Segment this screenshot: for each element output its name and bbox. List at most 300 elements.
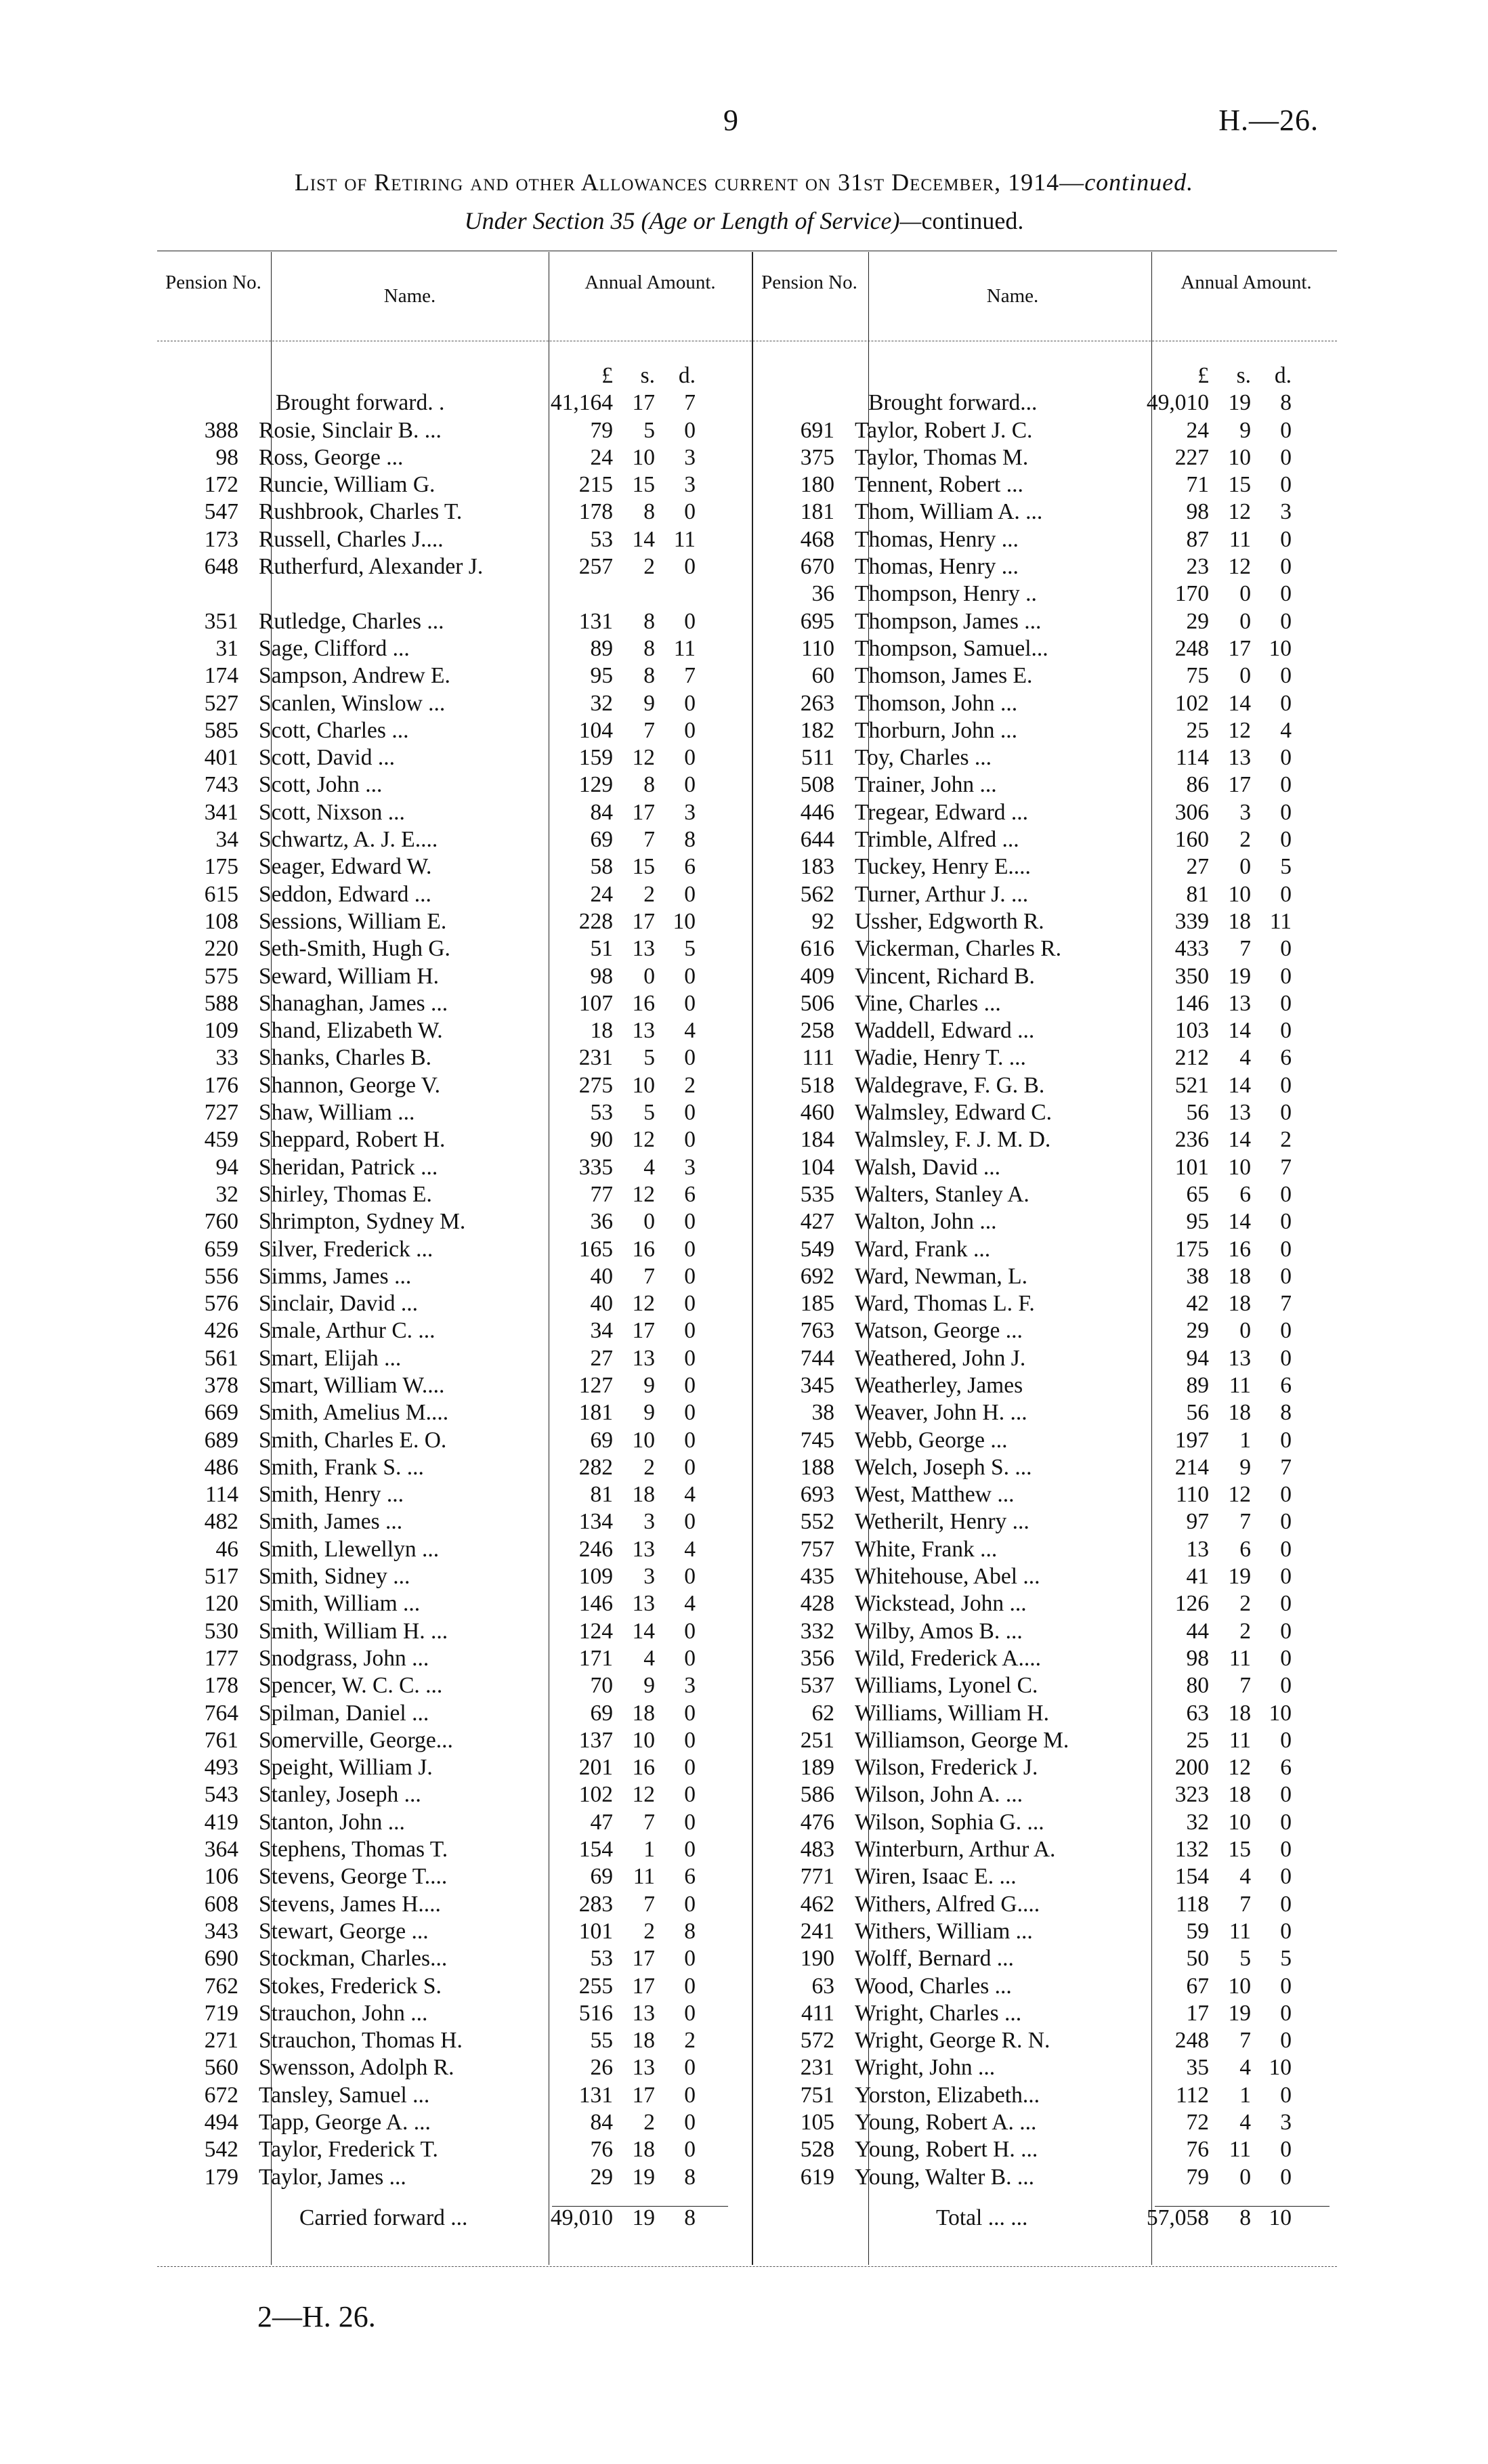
amount-pounds: 112	[1175, 2082, 1209, 2108]
amount-shillings: 0	[1239, 1318, 1251, 1344]
pension-number: 180	[800, 472, 834, 498]
amount-pence: 0	[1280, 1318, 1292, 1344]
amount-shillings: 0	[1239, 2164, 1251, 2190]
amount-pence: 11	[673, 526, 696, 552]
amount-shillings: 4	[643, 1154, 655, 1180]
amount-pence: 0	[1280, 1236, 1292, 1262]
pensioner-name: Thompson, Henry ..	[855, 581, 1037, 607]
amount-shillings: 11	[1229, 2137, 1251, 2163]
amount-shillings: 19	[1228, 2000, 1251, 2026]
pension-number: 689	[204, 1427, 238, 1453]
amount-pence: 0	[684, 2082, 696, 2108]
amount-pounds: 13	[1186, 1536, 1209, 1562]
amount-shillings: 2	[643, 1918, 655, 1944]
pensioner-name: Shirley, Thomas E.	[259, 1181, 432, 1207]
amount-shillings: 14	[1228, 1018, 1251, 1044]
pensioner-name: Winterburn, Arthur A.	[855, 1837, 1056, 1863]
amount-shillings: 9	[643, 690, 655, 716]
amount-pence: 0	[1280, 1973, 1292, 1999]
amount-pence: 2	[684, 2028, 696, 2054]
pensioner-name: Ussher, Edgworth R.	[855, 908, 1044, 934]
amount-pence: 0	[684, 1318, 696, 1344]
pensioner-name: Ross, George ...	[259, 444, 404, 470]
amount-shillings: 12	[632, 1291, 655, 1317]
amount-pounds: 90	[590, 1127, 613, 1153]
amount-pounds: 76	[1186, 2137, 1209, 2163]
pension-number: 220	[204, 936, 238, 962]
amount-pounds: 27	[590, 1345, 613, 1371]
amount-pence: 0	[1280, 1536, 1292, 1562]
pensioner-name: Shand, Elizabeth W.	[259, 1018, 443, 1044]
pensioner-name: Russell, Charles J....	[259, 526, 444, 552]
pensioner-name: Williams, William H.	[855, 1700, 1049, 1726]
amount-shillings: 10	[1228, 444, 1251, 470]
amount-shillings: 8	[643, 608, 655, 634]
amount-pounds: 50	[1186, 1946, 1209, 1972]
amount-shillings: 14	[632, 1618, 655, 1644]
amount-pence: 0	[1280, 1618, 1292, 1644]
amount-pence: 3	[684, 1673, 696, 1699]
amount-pence: 0	[684, 690, 696, 716]
amount-shillings: 4	[1239, 2055, 1251, 2081]
amount-shillings: 2	[643, 554, 655, 580]
page-number: 9	[723, 104, 738, 137]
amount-shillings: 10	[1228, 1154, 1251, 1180]
pensioner-name: Silver, Frederick ...	[259, 1236, 433, 1262]
amount-shillings: 17	[632, 799, 655, 825]
pension-number: 527	[204, 690, 238, 716]
amount-pounds: 69	[590, 1427, 613, 1453]
amount-pence: 0	[1280, 990, 1292, 1016]
amount-pounds: 159	[578, 745, 613, 771]
amount-shillings: 6	[1239, 1536, 1251, 1562]
pension-number: 572	[800, 2028, 834, 2054]
amount-pence: 0	[684, 1946, 696, 1972]
pensioner-name: Watson, George ...	[855, 1318, 1023, 1344]
pension-number: 508	[800, 772, 834, 798]
amount-pence: 7	[684, 390, 696, 416]
pension-number: 615	[204, 881, 238, 907]
amount-pence: 0	[1280, 1809, 1292, 1835]
amount-pence: 10	[1269, 635, 1292, 661]
pensioner-name: Withers, Alfred G....	[855, 1891, 1040, 1917]
amount-pounds: 171	[578, 1645, 613, 1671]
amount-pounds: 27	[1186, 854, 1209, 880]
pension-number: 231	[800, 2055, 834, 2081]
pension-number: 659	[204, 1236, 238, 1262]
amount-shillings: 18	[632, 2137, 655, 2163]
amount-pounds: 51	[590, 936, 613, 962]
amount-shillings: 1	[1239, 1427, 1251, 1453]
pensioner-name: Shanks, Charles B.	[259, 1045, 431, 1071]
subtitle-suffix: continued.	[921, 207, 1024, 234]
amount-shillings: 18	[632, 1482, 655, 1508]
amount-shillings: 18	[1228, 1782, 1251, 1808]
pensioner-name: Shanaghan, James ...	[259, 990, 448, 1016]
amount-shillings: 5	[643, 417, 655, 443]
amount-pence: 0	[1280, 2137, 1292, 2163]
pension-number: 761	[204, 1727, 238, 1753]
amount-shillings: 2	[1239, 1618, 1251, 1644]
pension-number: 378	[204, 1372, 238, 1398]
pension-number: 588	[204, 990, 238, 1016]
pension-number: 691	[800, 417, 834, 443]
amount-pence: 0	[1280, 1673, 1292, 1699]
amount-shillings: 12	[632, 745, 655, 771]
pension-number: 411	[801, 2000, 834, 2026]
pension-number: 562	[800, 881, 834, 907]
amount-shillings: 0	[643, 1209, 655, 1235]
pension-number: 356	[800, 1645, 834, 1671]
amount-pounds: 84	[590, 799, 613, 825]
amount-pence: 0	[684, 1727, 696, 1753]
amount-shillings: 11	[1229, 1918, 1251, 1944]
amount-shillings: 12	[1228, 1755, 1251, 1781]
pensioner-name: Wiren, Isaac E. ...	[855, 1864, 1017, 1890]
amount-shillings: 4	[1239, 1864, 1251, 1890]
amount-pounds: 59	[1186, 1918, 1209, 1944]
amount-shillings: 13	[632, 2055, 655, 2081]
pension-number: 528	[800, 2137, 834, 2163]
amount-pounds: 103	[1174, 1018, 1209, 1044]
pension-number: 427	[800, 1209, 834, 1235]
amount-pence: 8	[684, 2205, 696, 2230]
amount-pence: 4	[684, 1018, 696, 1044]
pension-number: 114	[205, 1482, 238, 1508]
pensioner-name: Weaver, John H. ...	[855, 1400, 1027, 1426]
amount-pence: 7	[1280, 1154, 1292, 1180]
amount-pence: 0	[684, 1454, 696, 1480]
amount-pounds: 81	[1186, 881, 1209, 907]
pension-number: 517	[204, 1564, 238, 1590]
amount-pence: 0	[1280, 827, 1292, 853]
pension-number: 364	[204, 1837, 238, 1863]
pensioner-name: Smith, Henry ...	[259, 1482, 404, 1508]
pension-number: 172	[204, 472, 238, 498]
unit-shillings: s.	[1236, 363, 1251, 388]
pension-number: 258	[800, 1018, 834, 1044]
amount-pence: 0	[1280, 1482, 1292, 1508]
pensioner-name: Spilman, Daniel ...	[259, 1700, 429, 1726]
pension-number: 476	[800, 1809, 834, 1835]
pension-number: 530	[204, 1618, 238, 1644]
amount-shillings: 10	[632, 1427, 655, 1453]
amount-pence: 4	[684, 1482, 696, 1508]
pension-number: 486	[204, 1454, 238, 1480]
amount-pence: 0	[1280, 444, 1292, 470]
amount-pence: 0	[1280, 1864, 1292, 1890]
amount-pence: 0	[1280, 1427, 1292, 1453]
amount-shillings: 18	[1228, 1291, 1251, 1317]
pension-number: 33	[215, 1045, 238, 1071]
amount-pounds: 29	[1186, 608, 1209, 634]
pensioner-name: Weatherley, James	[855, 1372, 1023, 1398]
pensioner-name: Scanlen, Winslow ...	[259, 690, 446, 716]
amount-pounds: 69	[590, 1700, 613, 1726]
amount-shillings: 12	[632, 1181, 655, 1207]
pension-number: 644	[800, 827, 834, 853]
pensioner-name: Welch, Joseph S. ...	[855, 1454, 1032, 1480]
amount-pence: 0	[1280, 2000, 1292, 2026]
amount-pounds: 516	[578, 2000, 613, 2026]
pension-number: 537	[800, 1673, 834, 1699]
pensioner-name: Smith, Frank S. ...	[259, 1454, 424, 1480]
pensioner-name: Sheridan, Patrick ...	[259, 1154, 438, 1180]
pensioner-name: Vincent, Richard B.	[855, 963, 1035, 989]
pension-number: 173	[204, 526, 238, 552]
amount-pounds: 275	[578, 1072, 613, 1098]
pensioner-name: West, Matthew ...	[855, 1482, 1015, 1508]
amount-shillings: 0	[1239, 581, 1251, 607]
pension-number: 106	[204, 1864, 238, 1890]
amount-pence: 3	[1280, 2110, 1292, 2135]
pensioner-name: Taylor, Frederick T.	[259, 2137, 438, 2163]
amount-pence: 0	[1280, 2164, 1292, 2190]
amount-pence: 0	[684, 1645, 696, 1671]
amount-shillings: 17	[632, 390, 655, 416]
pensioner-name: Sheppard, Robert H.	[259, 1127, 446, 1153]
amount-pence: 0	[1280, 1181, 1292, 1207]
pension-number: 556	[204, 1263, 238, 1289]
amount-shillings: 17	[1228, 772, 1251, 798]
amount-shillings: 17	[632, 1318, 655, 1344]
pension-number: 98	[215, 444, 238, 470]
pension-number: 190	[800, 1946, 834, 1972]
pensioner-name: Waddell, Edward ...	[855, 1018, 1035, 1044]
amount-shillings: 14	[1228, 1072, 1251, 1098]
pension-number: 185	[800, 1291, 834, 1317]
amount-pence: 0	[1280, 1645, 1292, 1671]
amount-pounds: 40	[590, 1263, 613, 1289]
pensioner-name: Taylor, James ...	[259, 2164, 406, 2190]
amount-pounds: 160	[1174, 827, 1209, 853]
amount-shillings: 0	[1239, 854, 1251, 880]
pensioner-name: Vickerman, Charles R.	[855, 936, 1061, 962]
pensioner-name: Thorburn, John ...	[855, 717, 1018, 743]
amount-pence: 0	[684, 417, 696, 443]
amount-pounds: 24	[590, 881, 613, 907]
amount-pounds: 101	[1174, 1154, 1209, 1180]
pension-number: 176	[204, 1072, 238, 1098]
amount-pounds: 200	[1174, 1755, 1209, 1781]
amount-pounds: 49,010	[550, 2205, 613, 2230]
amount-pence: 8	[684, 827, 696, 853]
pension-number: 343	[204, 1918, 238, 1944]
pensioner-name: Runcie, William G.	[259, 472, 435, 498]
amount-pounds: 17	[1186, 2000, 1209, 2026]
pension-number: 743	[204, 772, 238, 798]
pensioner-name: Stokes, Frederick S.	[259, 1973, 442, 1999]
amount-pounds: 339	[1174, 908, 1209, 934]
pension-number: 511	[801, 745, 834, 771]
amount-pence: 5	[1280, 1946, 1292, 1972]
amount-pence: 0	[1280, 881, 1292, 907]
amount-shillings: 7	[643, 717, 655, 743]
amount-pounds: 89	[590, 635, 613, 661]
amount-pence: 10	[673, 908, 696, 934]
pensioner-name: Stockman, Charles...	[259, 1946, 448, 1972]
pensioner-name: Stevens, George T....	[259, 1864, 448, 1890]
pension-number: 459	[204, 1127, 238, 1153]
amount-shillings: 16	[632, 990, 655, 1016]
amount-pence: 0	[684, 1263, 696, 1289]
pensioner-name: Thomson, John ...	[855, 690, 1018, 716]
amount-pounds: 350	[1174, 963, 1209, 989]
amount-pence: 11	[673, 635, 696, 661]
pensioner-name: Young, Robert A. ...	[855, 2110, 1037, 2135]
amount-shillings: 12	[632, 1127, 655, 1153]
pension-number: 446	[800, 799, 834, 825]
amount-pounds: 94	[1186, 1345, 1209, 1371]
pension-number: 188	[800, 1454, 834, 1480]
amount-pence: 0	[1280, 1782, 1292, 1808]
amount-pence: 0	[1280, 472, 1292, 498]
amount-shillings: 10	[1228, 1809, 1251, 1835]
amount-pence: 0	[1280, 2082, 1292, 2108]
amount-pounds: 228	[578, 908, 613, 934]
amount-pounds: 146	[578, 1591, 613, 1617]
amount-pounds: 197	[1174, 1427, 1209, 1453]
amount-shillings: 13	[632, 936, 655, 962]
amount-shillings: 18	[1228, 1400, 1251, 1426]
title-suffix: continued.	[1084, 169, 1194, 196]
amount-pounds: 146	[1174, 990, 1209, 1016]
amount-pence: 0	[684, 1236, 696, 1262]
pension-number: 409	[800, 963, 834, 989]
pension-number: 426	[204, 1318, 238, 1344]
amount-shillings: 10	[1228, 1973, 1251, 1999]
amount-pence: 5	[1280, 854, 1292, 880]
pensioner-name: Thompson, James ...	[855, 608, 1042, 634]
amount-pence: 0	[684, 2110, 696, 2135]
pensioner-name: Seward, William H.	[259, 963, 439, 989]
amount-pence: 0	[1280, 745, 1292, 771]
amount-shillings: 18	[1228, 908, 1251, 934]
amount-shillings: 13	[1228, 1100, 1251, 1126]
amount-pence: 3	[684, 799, 696, 825]
amount-pence: 6	[1280, 1755, 1292, 1781]
pension-number: 178	[204, 1673, 238, 1699]
amount-shillings: 11	[1229, 1645, 1251, 1671]
amount-shillings: 1	[643, 1837, 655, 1863]
amount-pence: 4	[684, 1591, 696, 1617]
amount-pence: 0	[684, 1045, 696, 1071]
amount-pounds: 282	[578, 1454, 613, 1480]
pensioner-name: Smith, Llewellyn ...	[259, 1536, 440, 1562]
amount-shillings: 10	[632, 444, 655, 470]
amount-pounds: 102	[1174, 690, 1209, 716]
pensioner-name: Young, Walter B. ...	[855, 2164, 1035, 2190]
pension-number: 468	[800, 526, 834, 552]
amount-pence: 0	[1280, 1263, 1292, 1289]
amount-shillings: 13	[632, 2000, 655, 2026]
unit-pence: d.	[1274, 363, 1292, 388]
amount-pounds: 65	[1186, 1181, 1209, 1207]
amount-pounds: 165	[578, 1236, 613, 1262]
brought-forward-label: Brought forward. .	[276, 390, 445, 416]
amount-pence: 0	[684, 1618, 696, 1644]
amount-pence: 6	[1280, 1045, 1292, 1071]
amount-pence: 0	[684, 772, 696, 798]
amount-pence: 0	[684, 1509, 696, 1535]
amount-pounds: 118	[1175, 1891, 1209, 1917]
amount-pounds: 80	[1186, 1673, 1209, 1699]
amount-shillings: 10	[632, 1072, 655, 1098]
pensioner-name: Yorston, Elizabeth...	[855, 2082, 1040, 2108]
amount-shillings: 11	[1229, 1727, 1251, 1753]
amount-pence: 0	[1280, 554, 1292, 580]
pension-number: 745	[800, 1427, 834, 1453]
pensioner-name: Thomas, Henry ...	[855, 554, 1019, 580]
amount-shillings: 4	[1239, 1045, 1251, 1071]
amount-pounds: 53	[590, 1946, 613, 1972]
pension-number: 345	[800, 1372, 834, 1398]
amount-pounds: 70	[590, 1673, 613, 1699]
amount-pounds: 98	[1186, 499, 1209, 525]
pensioner-name: Stewart, George ...	[259, 1918, 429, 1944]
amount-shillings: 11	[1229, 526, 1251, 552]
amount-pence: 7	[1280, 1291, 1292, 1317]
amount-pounds: 124	[578, 1618, 613, 1644]
amount-shillings: 9	[643, 1400, 655, 1426]
amount-shillings: 2	[1239, 1591, 1251, 1617]
pensioner-name: Wetherilt, Henry ...	[855, 1509, 1029, 1535]
header-annual-amount: Annual Amount.	[584, 272, 716, 293]
pension-number: 751	[800, 2082, 834, 2108]
pensioner-name: Smith, William ...	[259, 1591, 421, 1617]
pension-number: 585	[204, 717, 238, 743]
pensioner-name: Wood, Charles ...	[855, 1973, 1012, 1999]
amount-pounds: 49,010	[1146, 390, 1209, 416]
pension-number: 608	[204, 1891, 238, 1917]
amount-pence: 2	[684, 1072, 696, 1098]
amount-shillings: 12	[1228, 717, 1251, 743]
amount-pence: 0	[684, 1400, 696, 1426]
amount-pounds: 257	[578, 554, 613, 580]
pensioner-name: Strauchon, Thomas H.	[259, 2028, 463, 2054]
pensioner-name: Taylor, Thomas M.	[855, 444, 1029, 470]
pensioner-name: Wilson, John A. ...	[855, 1782, 1023, 1808]
amount-pence: 0	[1280, 936, 1292, 962]
amount-pence: 11	[1269, 908, 1292, 934]
amount-pence: 0	[684, 1837, 696, 1863]
pensioner-name: Speight, William J.	[259, 1755, 433, 1781]
pensioner-name: Spencer, W. C. C. ...	[259, 1673, 443, 1699]
amount-pounds: 110	[1175, 1482, 1209, 1508]
pensioner-name: Smart, Elijah ...	[259, 1345, 402, 1371]
pensioner-name: White, Frank ...	[855, 1536, 998, 1562]
amount-pence: 0	[1280, 1837, 1292, 1863]
amount-pounds: 79	[1186, 2164, 1209, 2190]
amount-pounds: 129	[578, 772, 613, 798]
amount-pounds: 107	[578, 990, 613, 1016]
amount-shillings: 10	[1228, 881, 1251, 907]
pensioner-name: Shrimpton, Sydney M.	[259, 1209, 466, 1235]
amount-pounds: 24	[1186, 417, 1209, 443]
amount-pounds: 255	[578, 1973, 613, 1999]
amount-pounds: 32	[1186, 1809, 1209, 1835]
amount-shillings: 11	[633, 1864, 655, 1890]
amount-pounds: 131	[578, 2082, 613, 2108]
amount-pounds: 44	[1186, 1618, 1209, 1644]
amount-pounds: 25	[1186, 717, 1209, 743]
pension-number: 482	[204, 1509, 238, 1535]
amount-shillings: 14	[632, 526, 655, 552]
document-reference: H.—26.	[1218, 104, 1319, 137]
amount-pounds: 181	[578, 1400, 613, 1426]
amount-shillings: 3	[1239, 799, 1251, 825]
amount-shillings: 10	[632, 1727, 655, 1753]
